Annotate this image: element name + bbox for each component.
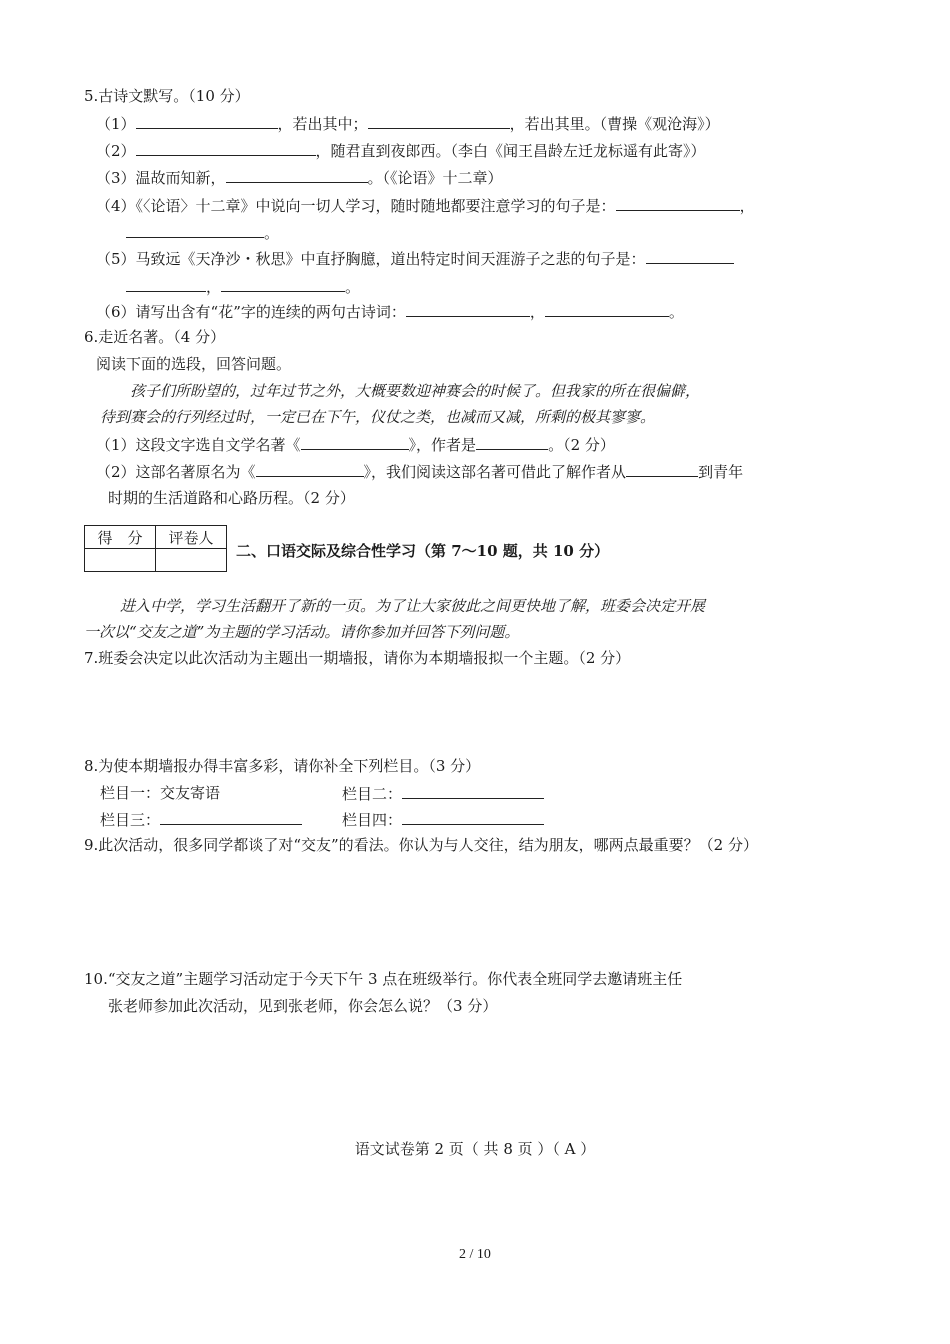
q9-answer-area[interactable] [96,862,796,962]
q5-2-blank[interactable] [136,140,316,156]
q7-answer-area[interactable] [96,674,796,744]
q6-intro: 阅读下面的选段，回答问题。 [96,355,292,373]
q6-item-2-cont: 时期的生活道路和心路历程。（2 分） [108,489,355,507]
section-2-intro-1: 进入中学，学习生活翻开了新的一页。为了让大家彼此之间更快地了解，班委会决定开展 [120,597,706,615]
q8-col-1: 栏目一：交友寄语 [100,784,221,802]
q5-item-4-cont [126,222,279,243]
q5-item-3 [96,167,503,188]
q5-5-blank-3[interactable] [221,276,345,292]
q7-text: 7.班委会决定以此次活动为主题出一期墙报，请你为本期墙报拟一个主题。（2 分） [84,649,631,667]
q5-2-label: （2） [96,142,136,160]
q6-2-head: （2）这部名著原名为《 [96,463,256,481]
section-2-intro-2: 一次以“交友之道”为主题的学习活动。请你参加并回答下列问题。 [84,623,520,641]
q5-5-blank-2[interactable] [126,276,206,292]
q5-4-blank-2[interactable] [126,222,264,238]
q5-5-end: 。 [345,278,361,296]
q6-2-mid: 》，我们阅读这部名著可借此了解作者从 [363,463,627,481]
page-number: 2 / 10 [459,1247,491,1262]
q5-3-tail: 。（《论语》十二章） [367,169,503,187]
q5-1-blank-1[interactable] [136,113,278,129]
q5-6-blank-2[interactable] [545,301,669,317]
q6-title: 6.走近名著。（4 分） [84,328,226,346]
q5-title: 5.古诗文默写。（10 分） [84,87,250,105]
q5-1-blank-2[interactable] [368,113,510,129]
q5-item-4 [96,195,755,216]
q5-item-5 [96,248,734,269]
q5-5-blank-1[interactable] [646,248,734,264]
q6-1-blank-1[interactable] [301,434,409,450]
grader-label: 评卷人 [156,526,227,549]
score-box [84,525,227,572]
q6-passage-line-2: 待到赛会的行列经过时，一定已在下午，仪仗之类，也减而又减，所剩的极其寥寥。 [100,408,656,426]
q5-4-head: （4）《〈论语〉十二章》中说向一切人学习，随时随地都要注意学习的句子是： [96,197,616,215]
section-2-title: 二、口语交际及综合性学习（第 7～10 题，共 10 分） [236,542,610,560]
q5-item-5-cont [126,276,360,297]
q8-col-4-blank[interactable] [402,809,544,825]
q5-4-comma: ， [739,197,755,215]
q5-item-1 [96,113,720,134]
q8-col-4-label: 栏目四： [342,811,403,829]
q5-item-6 [96,301,684,322]
q8-col-4 [342,809,544,830]
q6-1-head: （1）这段文字选自文学名著《 [96,436,301,454]
q6-item-2 [96,461,743,482]
q8-col-3-blank[interactable] [160,809,302,825]
q5-3-head: （3）温故而知新， [96,169,226,187]
q6-item-1 [96,434,615,455]
q5-3-blank[interactable] [226,167,368,183]
q6-1-tail: 。（2 分） [548,436,615,454]
q6-passage-line-1: 孩子们所盼望的，过年过节之外，大概要数迎神赛会的时候了。但我家的所在很偏僻， [130,382,701,400]
score-cell[interactable] [85,549,156,572]
q6-2-blank-1[interactable] [256,461,364,477]
q8-col-3 [100,809,302,830]
q10-text-1: 10.“交友之道”主题学习活动定于今天下午 3 点在班级举行。你代表全班同学去邀请班主任 [84,970,683,988]
q5-6-end: 。 [668,303,684,321]
q6-2-tail: 到青年 [698,463,744,481]
q5-5-comma: ， [206,278,222,296]
q5-4-blank-1[interactable] [616,195,740,211]
page-footer: 语文试卷第 2 页（ 共 8 页 ）（ A ） [354,1140,596,1158]
q5-1-label: （1） [96,115,136,133]
q6-1-mid: 》，作者是 [408,436,477,454]
q5-6-comma: ， [529,303,545,321]
q6-1-blank-2[interactable] [476,434,548,450]
q8-col-2-label: 栏目二： [342,785,403,803]
q5-item-2 [96,140,706,161]
q5-4-end: 。 [264,224,280,242]
q5-1-tail: ，若出其里。（曹操《观沧海》） [509,115,720,133]
q8-col-2-blank[interactable] [402,783,544,799]
q5-2-tail: ，随君直到夜郎西。（李白《闻王昌龄左迁龙标遥有此寄》） [315,142,706,160]
q5-1-mid: ，若出其中； [277,115,368,133]
q8-text: 8.为使本期墙报办得丰富多彩，请你补全下列栏目。（3 分） [84,757,481,775]
q5-6-head: （6）请写出含有“花”字的连续的两句古诗词： [96,303,406,321]
score-label: 得 分 [85,526,156,549]
q10-answer-area[interactable] [96,1022,796,1122]
q5-5-head: （5）马致远《天净沙・秋思》中直抒胸臆，道出特定时间天涯游子之悲的句子是： [96,250,646,268]
q10-text-2: 张老师参加此次活动，见到张老师，你会怎么说？（3 分） [108,997,498,1015]
q5-6-blank-1[interactable] [406,301,530,317]
q9-text: 9.此次活动，很多同学都谈了对“交友”的看法。你认为与人交往，结为朋友，哪两点最重要？（2 分） [84,836,758,854]
q8-col-3-label: 栏目三： [100,811,161,829]
q6-2-blank-2[interactable] [626,461,698,477]
q8-col-2 [342,783,544,804]
grader-cell[interactable] [156,549,227,572]
